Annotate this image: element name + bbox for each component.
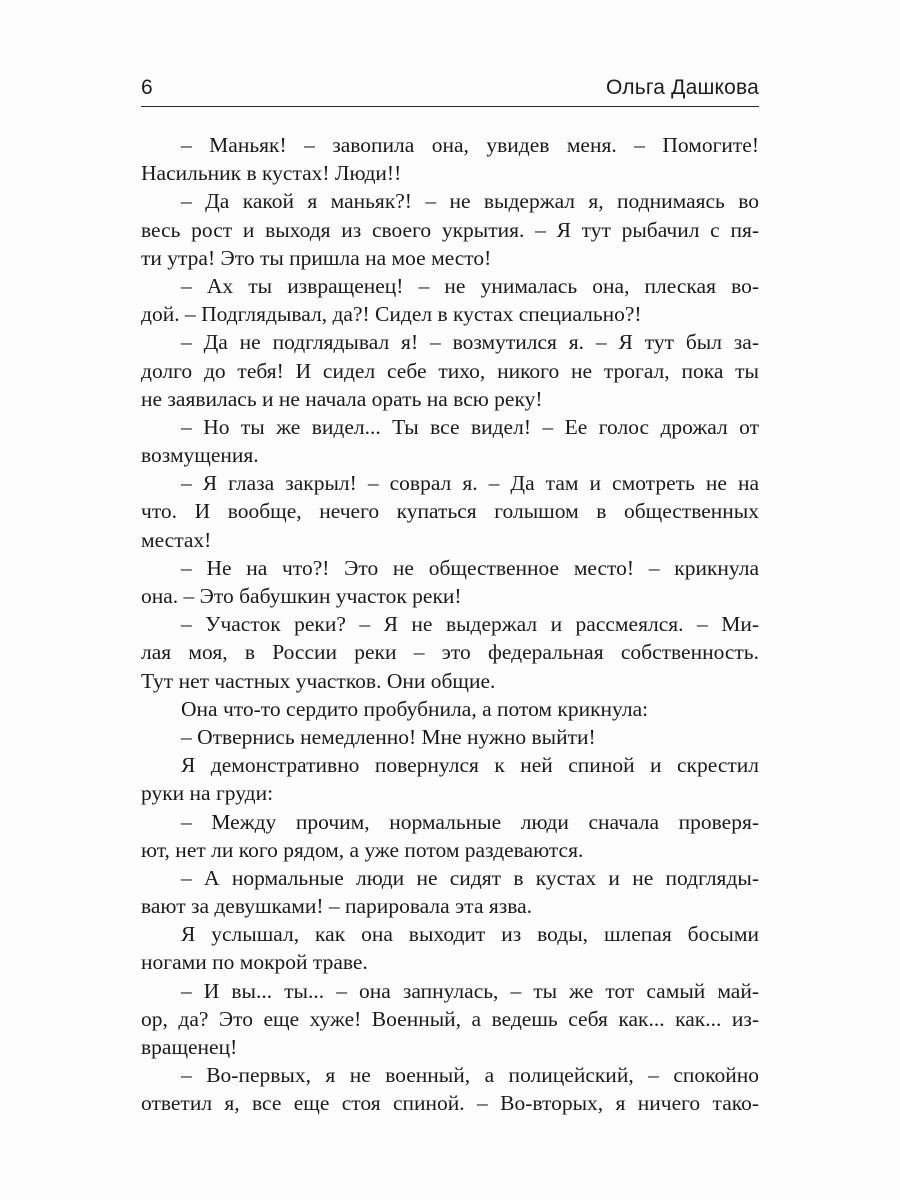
text-line: – Да не подглядывал я! – возмутился я. – Я тут был за-: [181, 330, 759, 355]
text-line: Я демонстративно повернулся к ней спиной и скрестил: [181, 753, 759, 778]
text-line: – Между прочим, нормальные люди сначала проверя-: [181, 809, 759, 834]
text-line: – Да какой я маньяк?! – не выдержал я, поднимаясь во: [181, 189, 759, 214]
text-line: – Маньяк! – завопила она, увидев меня. – Помогите!: [181, 133, 759, 157]
text-line: весь рост и выходя из своего укрытия. – Я тут рыбачил с пя-: [141, 217, 759, 242]
text-line: Я услышал, как она выходит из воды, шлепая босыми: [181, 922, 759, 947]
text-line: – И вы... ты... – она запнулась, – ты же тот самый май-: [181, 978, 759, 1003]
text-line: что. И вообще, нечего купаться голышом в общественных: [141, 499, 759, 524]
text-line: Насильник в кустах! Люди!!: [141, 161, 402, 186]
text-line: ют, нет ли кого рядом, а уже потом раздеваются.: [141, 837, 584, 862]
text-line: местах!: [141, 527, 212, 552]
text-line: ор, да? Это еще хуже! Военный, а ведешь себя как... как... из-: [141, 1006, 759, 1031]
text-line: – Отвернись немедленно! Мне нужно выйти!: [181, 724, 596, 749]
text-line: – Ах ты извращенец! – не унималась она, плеская во-: [181, 273, 759, 298]
text-line: дой. – Подглядывал, да?! Сидел в кустах специально?!: [141, 302, 642, 327]
page-header: [141, 74, 759, 104]
text-line: – Не на что?! Это не общественное место! – крикнула: [181, 555, 759, 580]
text-line: – Во-первых, я не военный, а полицейский, – спокойно: [181, 1063, 759, 1088]
text-line: – Участок реки? – Я не выдержал и рассмеялся. – Ми-: [181, 612, 759, 637]
text-line: вают за девушками! – парировала эта язва.: [141, 894, 533, 919]
text-line: ти утра! Это ты пришла на мое место!: [141, 245, 492, 270]
running-head-author: Ольга Дашкова: [605, 76, 759, 99]
text-line: – А нормальные люди не сидят в кустах и не подгляды-: [181, 865, 759, 890]
text-line: – Но ты же видел... Ты все видел! – Ее голос дрожал от: [181, 414, 759, 439]
text-line: руки на груди:: [141, 781, 274, 806]
text-line: возмущения.: [141, 443, 259, 468]
text-line: – Я глаза закрыл! – соврал я. – Да там и смотреть не на: [181, 471, 759, 496]
text-line: лая моя, в России реки – это федеральная собственность.: [141, 640, 759, 665]
text-line: она. – Это бабушкин участок реки!: [141, 584, 462, 608]
text-line: Она что-то сердито пробубнила, а потом крикнула:: [181, 696, 649, 721]
text-line: Тут нет частных участков. Они общие.: [141, 668, 496, 693]
text-line: ногами по мокрой траве.: [141, 950, 368, 975]
page-number: 6: [141, 76, 153, 99]
header-rule: [141, 106, 759, 107]
text-line: не заявилась и не начала орать на всю реку!: [141, 386, 543, 411]
text-line: долго до тебя! И сидел себе тихо, никого не трогал, пока ты: [141, 358, 759, 383]
body-text: [141, 131, 759, 1118]
text-line: вращенец!: [141, 1035, 238, 1059]
text-line: ответил я, все еще стоя спиной. – Во-вторых, я ничего тако-: [141, 1091, 759, 1116]
